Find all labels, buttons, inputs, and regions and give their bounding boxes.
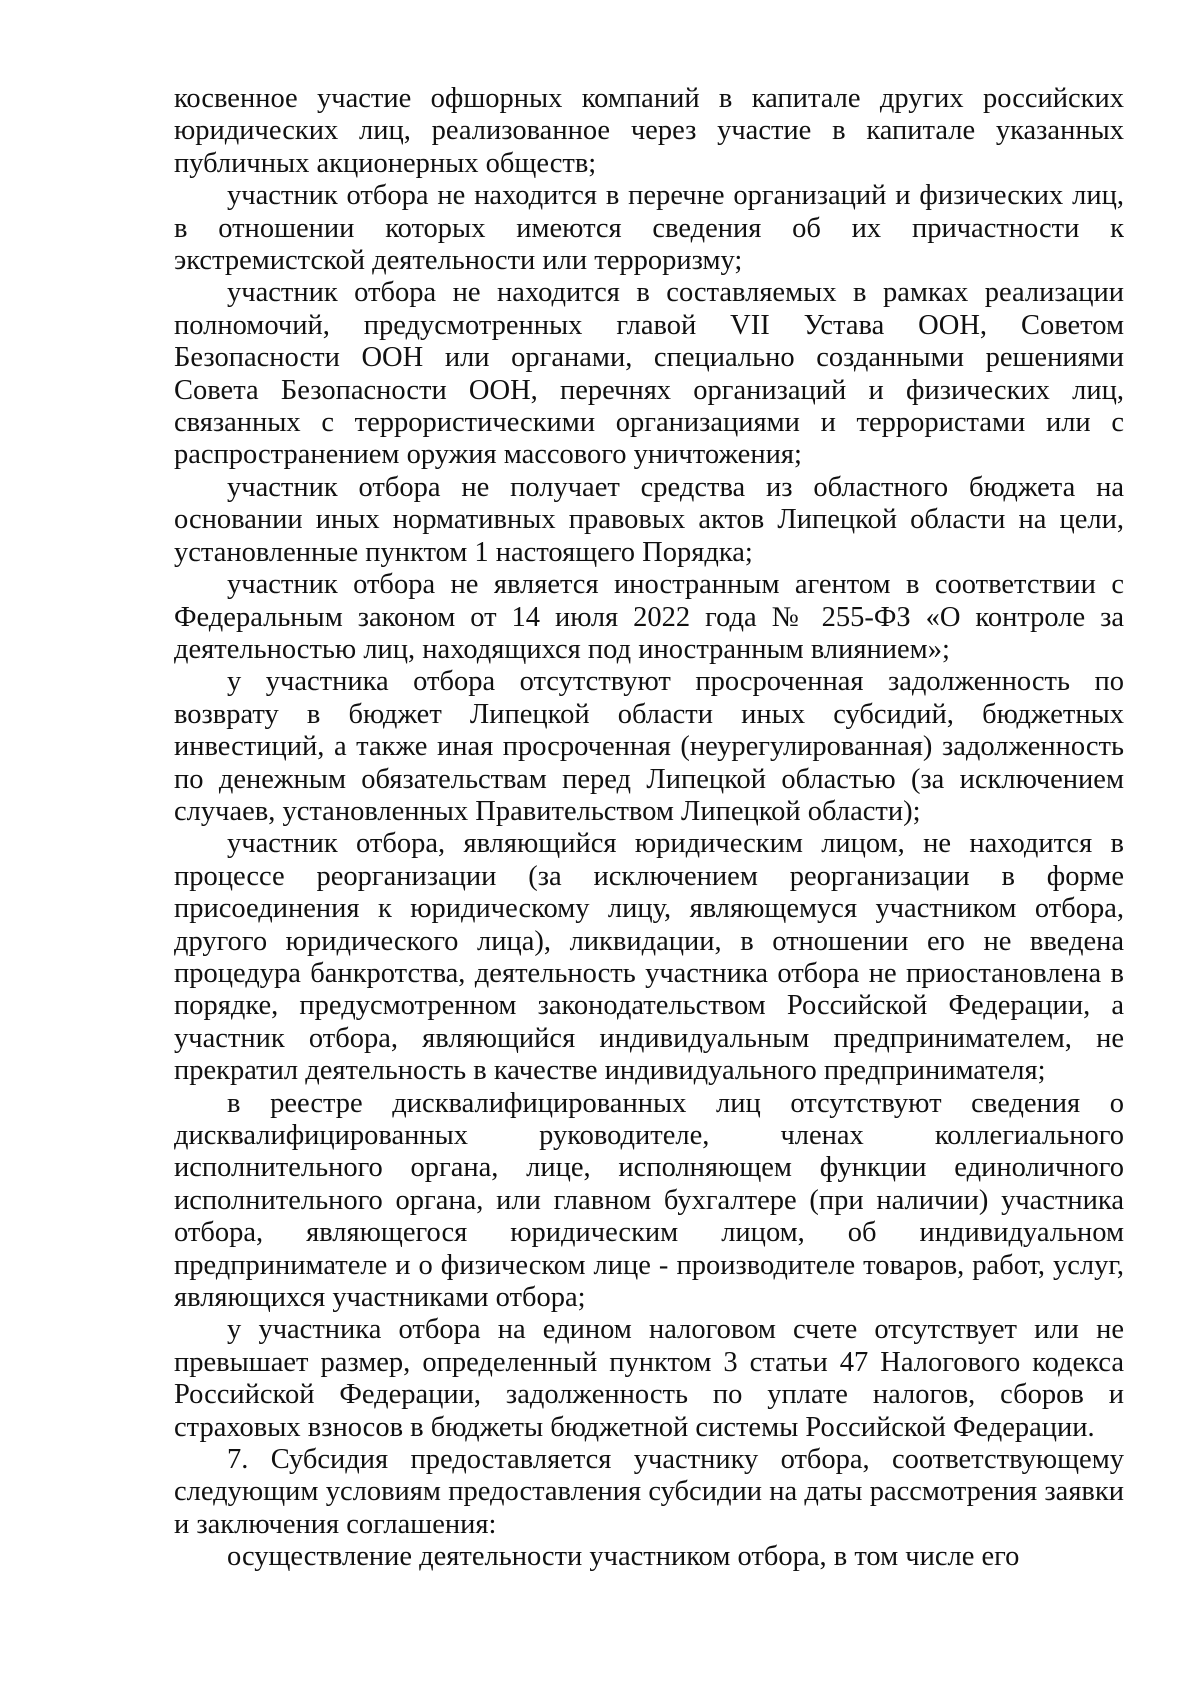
paragraph: участник отбора не находится в перечне организаций и физических лиц, в отношении которых имеются сведения об их причастности к экстремистской деятельности или терроризму;	[174, 180, 1124, 277]
paragraph: участник отбора не является иностранным агентом в соответствии с Федеральным законом от 14 июля 2022 года № 255-ФЗ «О контроле за деятельностью лиц, находящихся под иностранным влиянием»;	[174, 569, 1124, 665]
paragraph: участник отбора не находится в составляемых в рамках реализации полномочий, предусмотренных главой VII Устава ООН, Советом Безопасности ООН или органами, специально созданными решениями Совета Безопасности ООН, перечнях организаций и физических лиц, связанных с террористическими организациями и террористами или с распространением оружия массового уничтожения;	[174, 277, 1124, 471]
paragraph: косвенное участие офшорных компаний в капитале других российских юридических лиц, реализованное через участие в капитале указанных публичных акционерных обществ;	[174, 83, 1124, 179]
paragraph: у участника отбора отсутствуют просроченная задолженность по возврату в бюджет Липецкой области иных субсидий, бюджетных инвестиций, а также иная просроченная (неурегулированная) задолженность по денежным обязательствам перед Липецкой областью (за исключением случаев, установленных Правительством Липецкой области);	[174, 666, 1124, 827]
paragraph: участник отбора не получает средства из областного бюджета на основании иных нормативных правовых актов Липецкой области на цели, установленные пунктом 1 настоящего Порядка;	[174, 471, 1124, 568]
paragraph: у участника отбора на едином налоговом счете отсутствует или не превышает размер, определенный пунктом 3 статьи 47 Налогового кодекса Российской Федерации, задолженность по уплате налогов, сборов и страховых взносов в бюджеты бюджетной системы Российской Федерации.	[174, 1314, 1124, 1443]
paragraph: 7. Субсидия предоставляется участнику отбора, соответствующему следующим условиям предоставления субсидии на даты рассмотрения заявки и заключения соглашения:	[174, 1444, 1124, 1540]
document-body	[174, 83, 1124, 1574]
paragraph: участник отбора, являющийся юридическим лицом, не находится в процессе реорганизации (за исключением реорганизации в форме присоединения к юридическому лицу, являющемуся участником отбора, другого юридического лица), ликвидации, в отношении его не введена процедура банкротства, деятельность участника отбора не приостановлена в порядке, предусмотренном законодательством Российской Федерации, а участник отбора, являющийся индивидуальным предпринимателем, не прекратил деятельность в качестве индивидуального предпринимателя;	[174, 828, 1124, 1087]
paragraph: осуществление деятельности участником отбора, в том числе его	[227, 1541, 1020, 1573]
paragraph: в реестре дисквалифицированных лиц отсутствуют сведения о дисквалифицированных руководителе, членах коллегиального исполнительного органа, лице, исполняющем функции единоличного исполнительного органа, или главном бухгалтере (при наличии) участника отбора, являющегося юридическим лицом, об индивидуальном предпринимателе и о физическом лице - производителе товаров, работ, услуг, являющихся участниками отбора;	[174, 1087, 1124, 1314]
